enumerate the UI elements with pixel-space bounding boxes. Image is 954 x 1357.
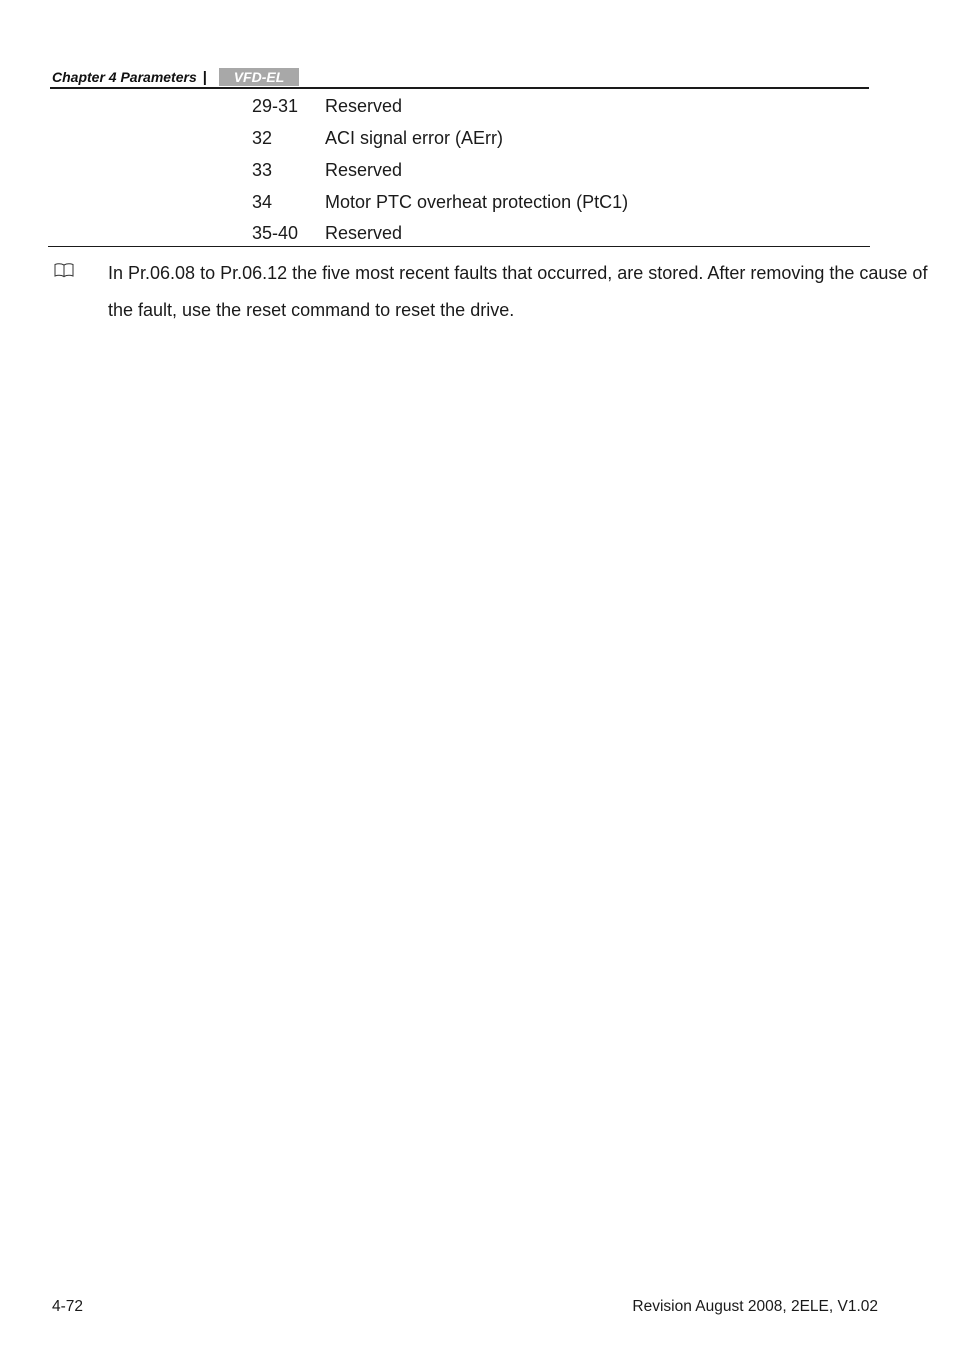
- fault-description: Reserved: [325, 159, 403, 180]
- fault-description: Motor PTC overheat protection (PtC1): [325, 191, 629, 212]
- fault-code: 34: [252, 191, 273, 212]
- page-header: [52, 66, 299, 88]
- revision-info: Revision August 2008, 2ELE, V1.02: [632, 1298, 878, 1315]
- chapter-title: Chapter 4 Parameters: [52, 69, 197, 85]
- fault-description: Reserved: [325, 223, 403, 244]
- note-text: In Pr.06.08 to Pr.06.12 the five most recent faults that occurred, are stored. After removing the cause of the fault, use the reset command to reset the drive.: [108, 263, 928, 320]
- fault-row: [252, 186, 852, 218]
- svg-text:VFD-EL: VFD-EL: [233, 69, 285, 85]
- fault-code: 29-31: [252, 96, 299, 117]
- fault-row: [252, 155, 852, 187]
- fault-row: [252, 218, 852, 250]
- book-icon: [54, 262, 74, 278]
- page-number: 4-72: [52, 1298, 84, 1315]
- vfd-el-logo: [219, 68, 299, 86]
- fault-code: 32: [252, 128, 273, 149]
- fault-code-table: [252, 91, 852, 250]
- fault-code: 33: [252, 159, 273, 180]
- header-separator: |: [202, 68, 207, 86]
- table-bottom-rule: [48, 246, 870, 247]
- fault-row: [252, 123, 852, 155]
- fault-code: 35-40: [252, 223, 299, 244]
- header-rule: [50, 87, 869, 89]
- fault-row: [252, 91, 852, 123]
- fault-description: Reserved: [325, 96, 403, 117]
- fault-description: ACI signal error (AErr): [325, 128, 504, 149]
